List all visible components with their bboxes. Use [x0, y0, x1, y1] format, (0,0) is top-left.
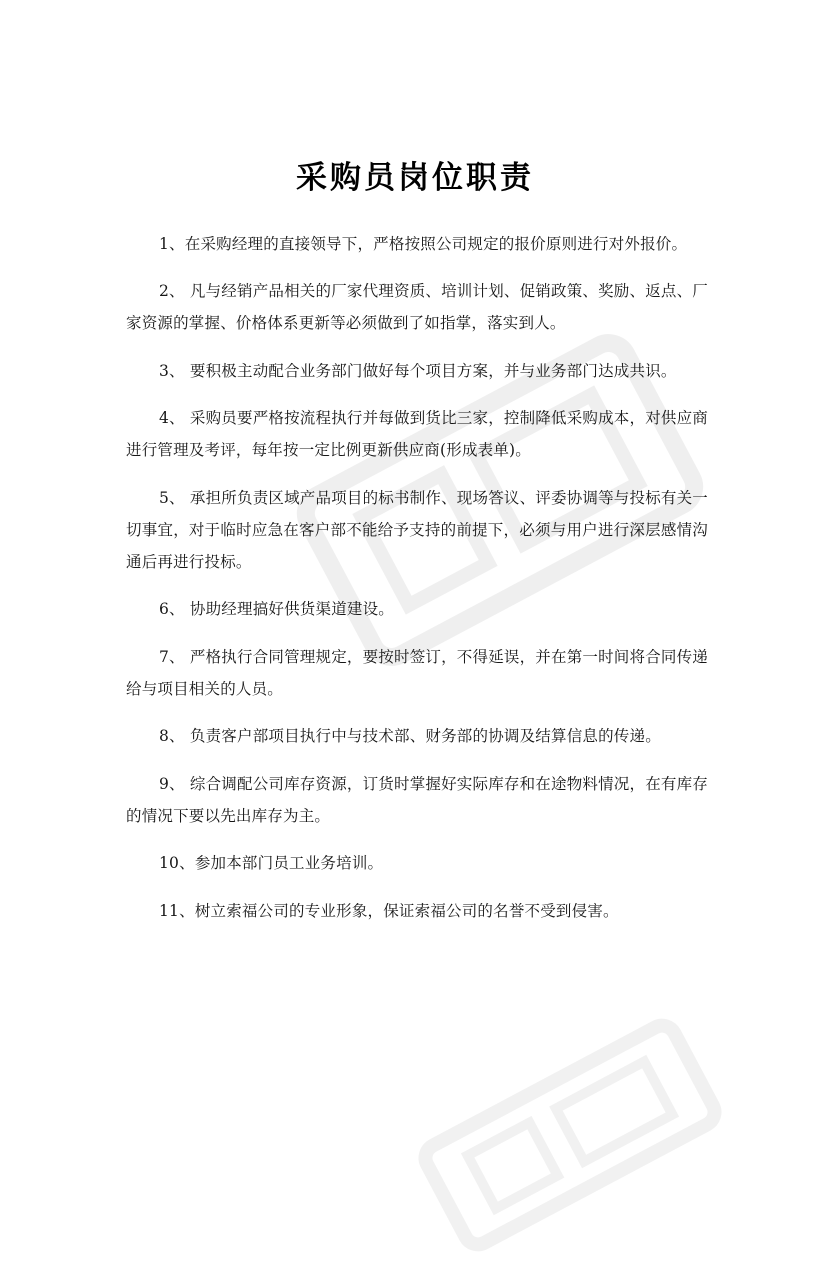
duty-item-10: 10、参加本部门员工业务培训。 [159, 854, 384, 872]
duty-item-2: 2、 凡与经销产品相关的厂家代理资质、培训计划、促销政策、奖励、返点、厂家资源的掌握、价格体系更新等必须做到了如指掌，落实到人。 [126, 282, 708, 332]
duty-item-3: 3、 要积极主动配合业务部门做好每个项目方案，并与业务部门达成共识。 [159, 361, 677, 380]
duty-list [126, 212, 708, 941]
duty-item-1: 1、在采购经理的直接领导下，严格按照公司规定的报价原则进行对外报价。 [159, 234, 688, 253]
duty-item-11: 11、树立索福公司的专业形象，保证索福公司的名誉不受到侵害。 [159, 901, 619, 920]
duty-item-4: 4、 采购员要严格按流程执行并每做到货比三家，控制降低采购成本，对供应商进行管理及考评，每年按一定比例更新供应商(形成表单)。 [126, 409, 708, 459]
document-title: 采购员岗位职责 [296, 160, 534, 196]
duty-item-9: 9、 综合调配公司库存资源，订货时掌握好实际库存和在途物料情况，在有库存的情况下要以先出库存为主。 [126, 774, 708, 825]
duty-item-8: 8、 负责客户部项目执行中与技术部、财务部的协调及结算信息的传递。 [159, 727, 661, 745]
duty-item-6: 6、 协助经理搞好供货渠道建设。 [159, 600, 394, 618]
duty-item-5: 5、 承担所负责区域产品项目的标书制作、现场答议、评委协调等与投标有关一切事宜，对于临时应急在客户部不能给予支持的前提下，必须与用户进行深层感情沟通后再进行投标。 [126, 488, 708, 571]
duty-item-7: 7、 严格执行合同管理规定，要按时签订，不得延误，并在第一时间将合同传递给与项目相关的人员。 [126, 647, 708, 698]
watermark-logo-bottom [402, 998, 737, 1271]
